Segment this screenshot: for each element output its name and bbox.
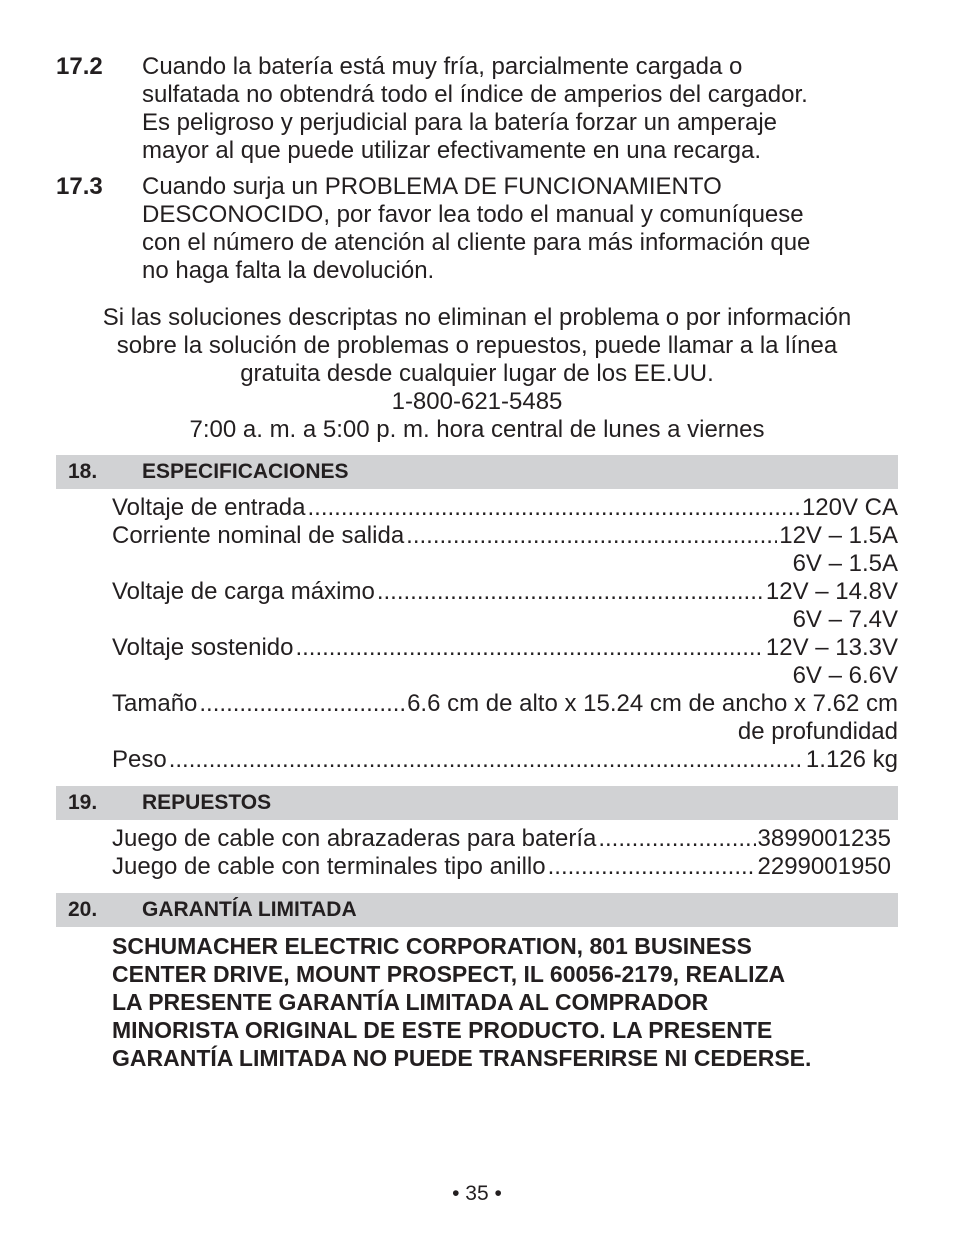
dot-leader (199, 690, 405, 718)
text-line: DESCONOCIDO, por favor lea todo el manual y comuníquese (142, 201, 804, 228)
section-number: 20. (68, 898, 98, 921)
warranty-line: MINORISTA ORIGINAL DE ESTE PRODUCTO. LA PRESENTE (112, 1017, 773, 1043)
part-row (112, 825, 891, 853)
warranty-statement (112, 932, 898, 1072)
spec-row (112, 746, 898, 774)
section-title: GARANTÍA LIMITADA (142, 898, 357, 921)
spec-row (112, 690, 898, 718)
part-label: Juego de cable con abrazaderas para batería (112, 825, 597, 852)
service-hours: 7:00 a. m. a 5:00 p. m. hora central de lunes a viernes (189, 416, 765, 443)
item-text (142, 53, 898, 165)
warranty-line: CENTER DRIVE, MOUNT PROSPECT, IL 60056-2179, REALIZA (112, 961, 786, 987)
phone-number: 1-800-621-5485 (391, 388, 563, 415)
spec-value-continued: 6V – 6.6V (792, 662, 898, 689)
section-heading-parts (56, 786, 898, 820)
dot-leader (598, 825, 755, 853)
spec-value: 6.6 cm de alto x 15.24 cm de ancho x 7.62 cm (407, 690, 898, 717)
spec-value-continued: 6V – 7.4V (792, 606, 898, 633)
text-line: con el número de atención al cliente para más información que (142, 229, 811, 256)
text-line: no haga falta la devolución. (142, 257, 435, 284)
warranty-line: SCHUMACHER ELECTRIC CORPORATION, 801 BUSINESS (112, 933, 752, 959)
text-line: Es peligroso y perjudicial para la batería forzar un amperaje (142, 109, 778, 136)
section-heading-specifications (56, 455, 898, 489)
spec-label: Voltaje sostenido (112, 634, 294, 661)
section-number: 18. (68, 460, 98, 483)
dot-leader (406, 522, 777, 550)
spec-value: 12V – 13.3V (765, 634, 898, 661)
text-line: sulfatada no obtendrá todo el índice de amperios del cargador. (142, 81, 808, 108)
troubleshooting-item-17-3 (56, 173, 898, 285)
spec-value: 1.126 kg (805, 746, 898, 773)
spec-row (112, 522, 898, 550)
contact-paragraph (56, 304, 898, 444)
spec-label: Peso (112, 746, 167, 773)
spec-value: 120V CA (801, 494, 898, 521)
contact-line: sobre la solución de problemas o repuestos, puede llamar a la línea (116, 332, 838, 359)
item-number: 17.3 (56, 173, 103, 200)
page-number: • 35 • (452, 1182, 502, 1205)
section-number: 19. (68, 791, 98, 814)
spec-row (112, 578, 898, 606)
item-number: 17.2 (56, 53, 103, 80)
spec-value: 12V – 14.8V (765, 578, 898, 605)
dot-leader (295, 634, 763, 662)
warranty-line: GARANTÍA LIMITADA NO PUEDE TRANSFERIRSE NI CEDERSE. (112, 1045, 812, 1071)
item-text (142, 173, 898, 285)
spec-label: Voltaje de entrada (112, 494, 306, 521)
spec-row (112, 634, 898, 662)
section-title: ESPECIFICACIONES (142, 460, 349, 483)
contact-line: gratuita desde cualquier lugar de los EE.UU. (240, 360, 714, 387)
section-title: REPUESTOS (142, 791, 272, 814)
spec-label: Voltaje de carga máximo (112, 578, 375, 605)
text-line: Cuando surja un PROBLEMA DE FUNCIONAMIENTO (142, 173, 722, 200)
parts-list (112, 825, 891, 881)
text-line: mayor al que puede utilizar efectivamente en una recarga. (142, 137, 762, 164)
spec-label: Tamaño (112, 690, 198, 717)
contact-line: Si las soluciones descriptas no eliminan el problema o por información (102, 304, 852, 331)
dot-leader (377, 578, 764, 606)
part-row (112, 853, 891, 881)
spec-row (112, 494, 898, 522)
text-line: Cuando la batería está muy fría, parcialmente cargada o (142, 53, 743, 80)
troubleshooting-item-17-2 (56, 53, 898, 165)
spec-value-continued: 6V – 1.5A (792, 550, 898, 577)
warranty-line: LA PRESENTE GARANTÍA LIMITADA AL COMPRADOR (112, 989, 709, 1015)
specifications-list (112, 494, 898, 774)
spec-value: 12V – 1.5A (779, 522, 898, 549)
dot-leader (169, 746, 804, 774)
section-heading-warranty (56, 893, 898, 927)
part-number: 2299001950 (757, 853, 891, 880)
part-label: Juego de cable con terminales tipo anillo (112, 853, 546, 880)
spec-value-continued: de profundidad (737, 718, 898, 745)
dot-leader (548, 853, 756, 881)
dot-leader (308, 494, 800, 522)
part-number: 3899001235 (757, 825, 891, 852)
spec-label: Corriente nominal de salida (112, 522, 405, 549)
